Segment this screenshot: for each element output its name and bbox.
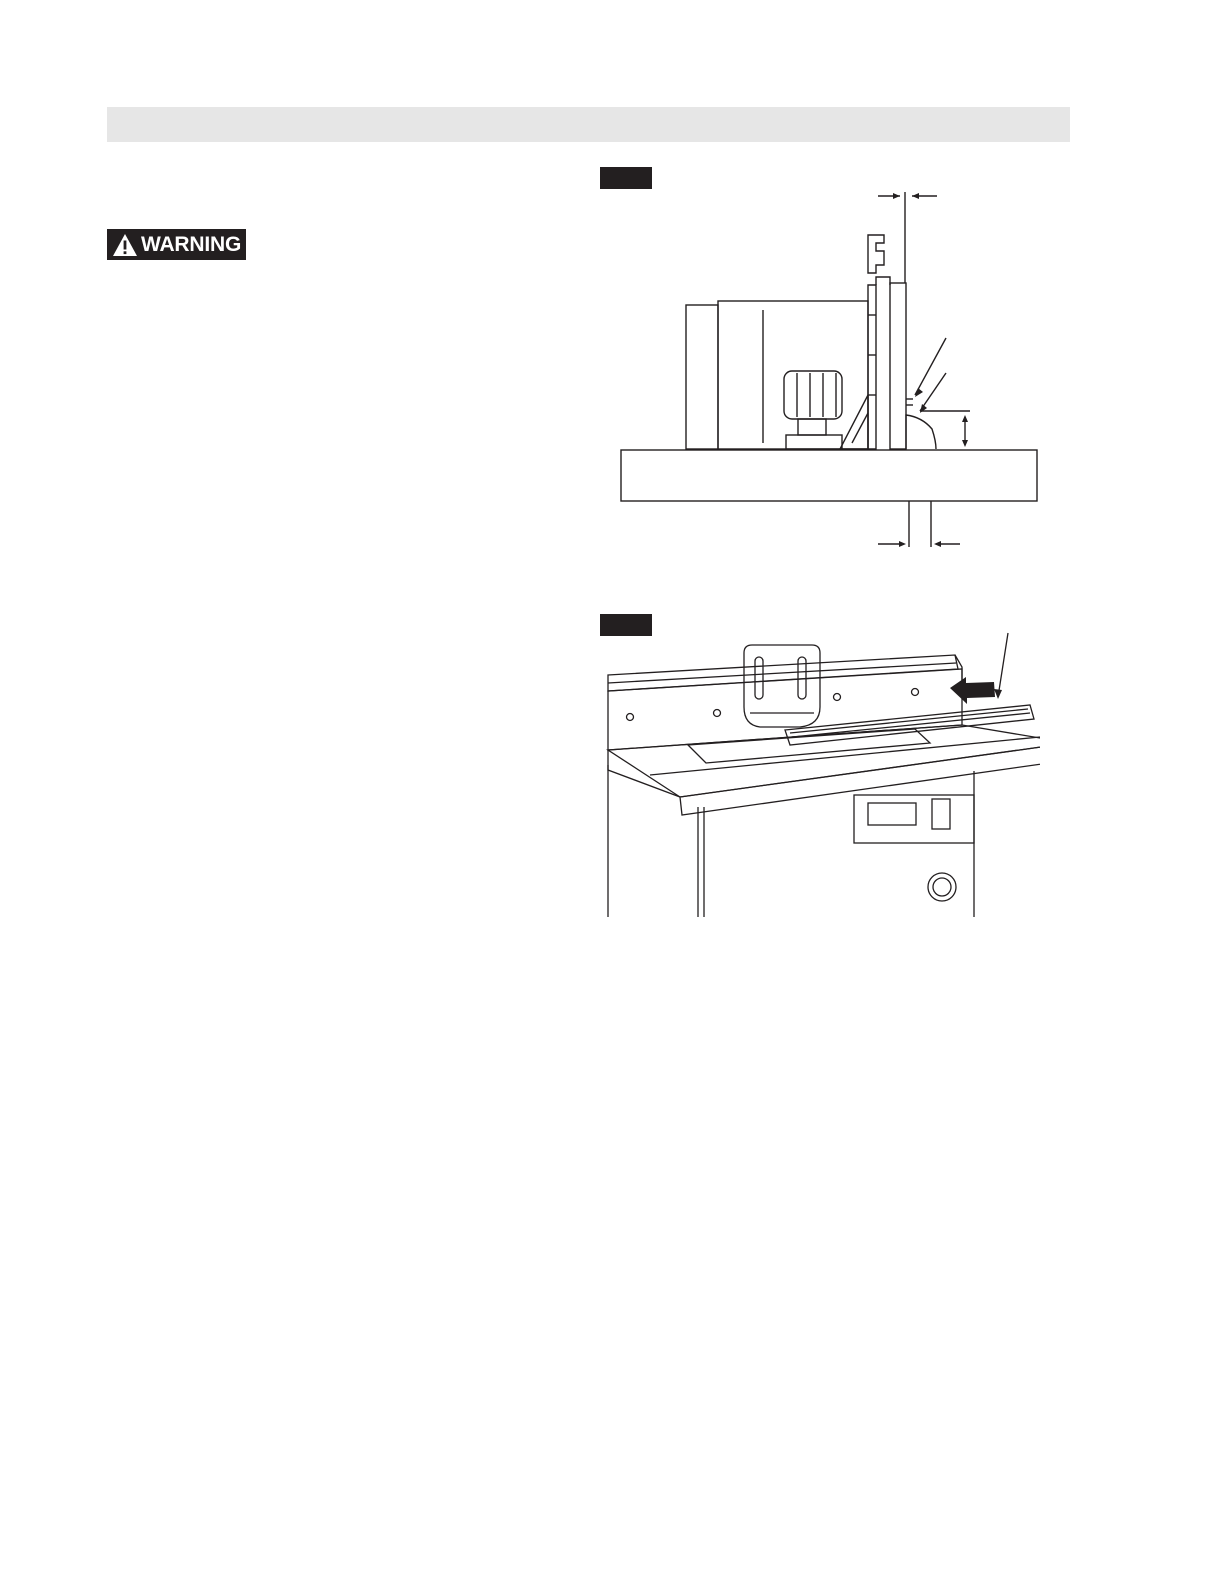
router-knob [784, 371, 842, 419]
figure-1-illustration [600, 185, 1040, 555]
fence-face [890, 283, 906, 449]
router-bit [906, 415, 936, 449]
dust-port [928, 873, 956, 901]
warning-badge [107, 229, 246, 260]
warning-label: WARNING [141, 233, 242, 256]
workpiece-leader [998, 633, 1008, 697]
leader-line-1 [915, 338, 946, 395]
figure-2-illustration [600, 625, 1040, 920]
router-motor-cap [686, 305, 718, 449]
section-header-band [107, 107, 1070, 142]
table-top [621, 450, 1037, 501]
switch-box [854, 795, 974, 843]
warning-triangle-icon [112, 233, 138, 257]
fence-extrusion [868, 285, 876, 449]
router-motor-body [718, 301, 868, 449]
feed-direction-arrow-icon [950, 677, 995, 704]
